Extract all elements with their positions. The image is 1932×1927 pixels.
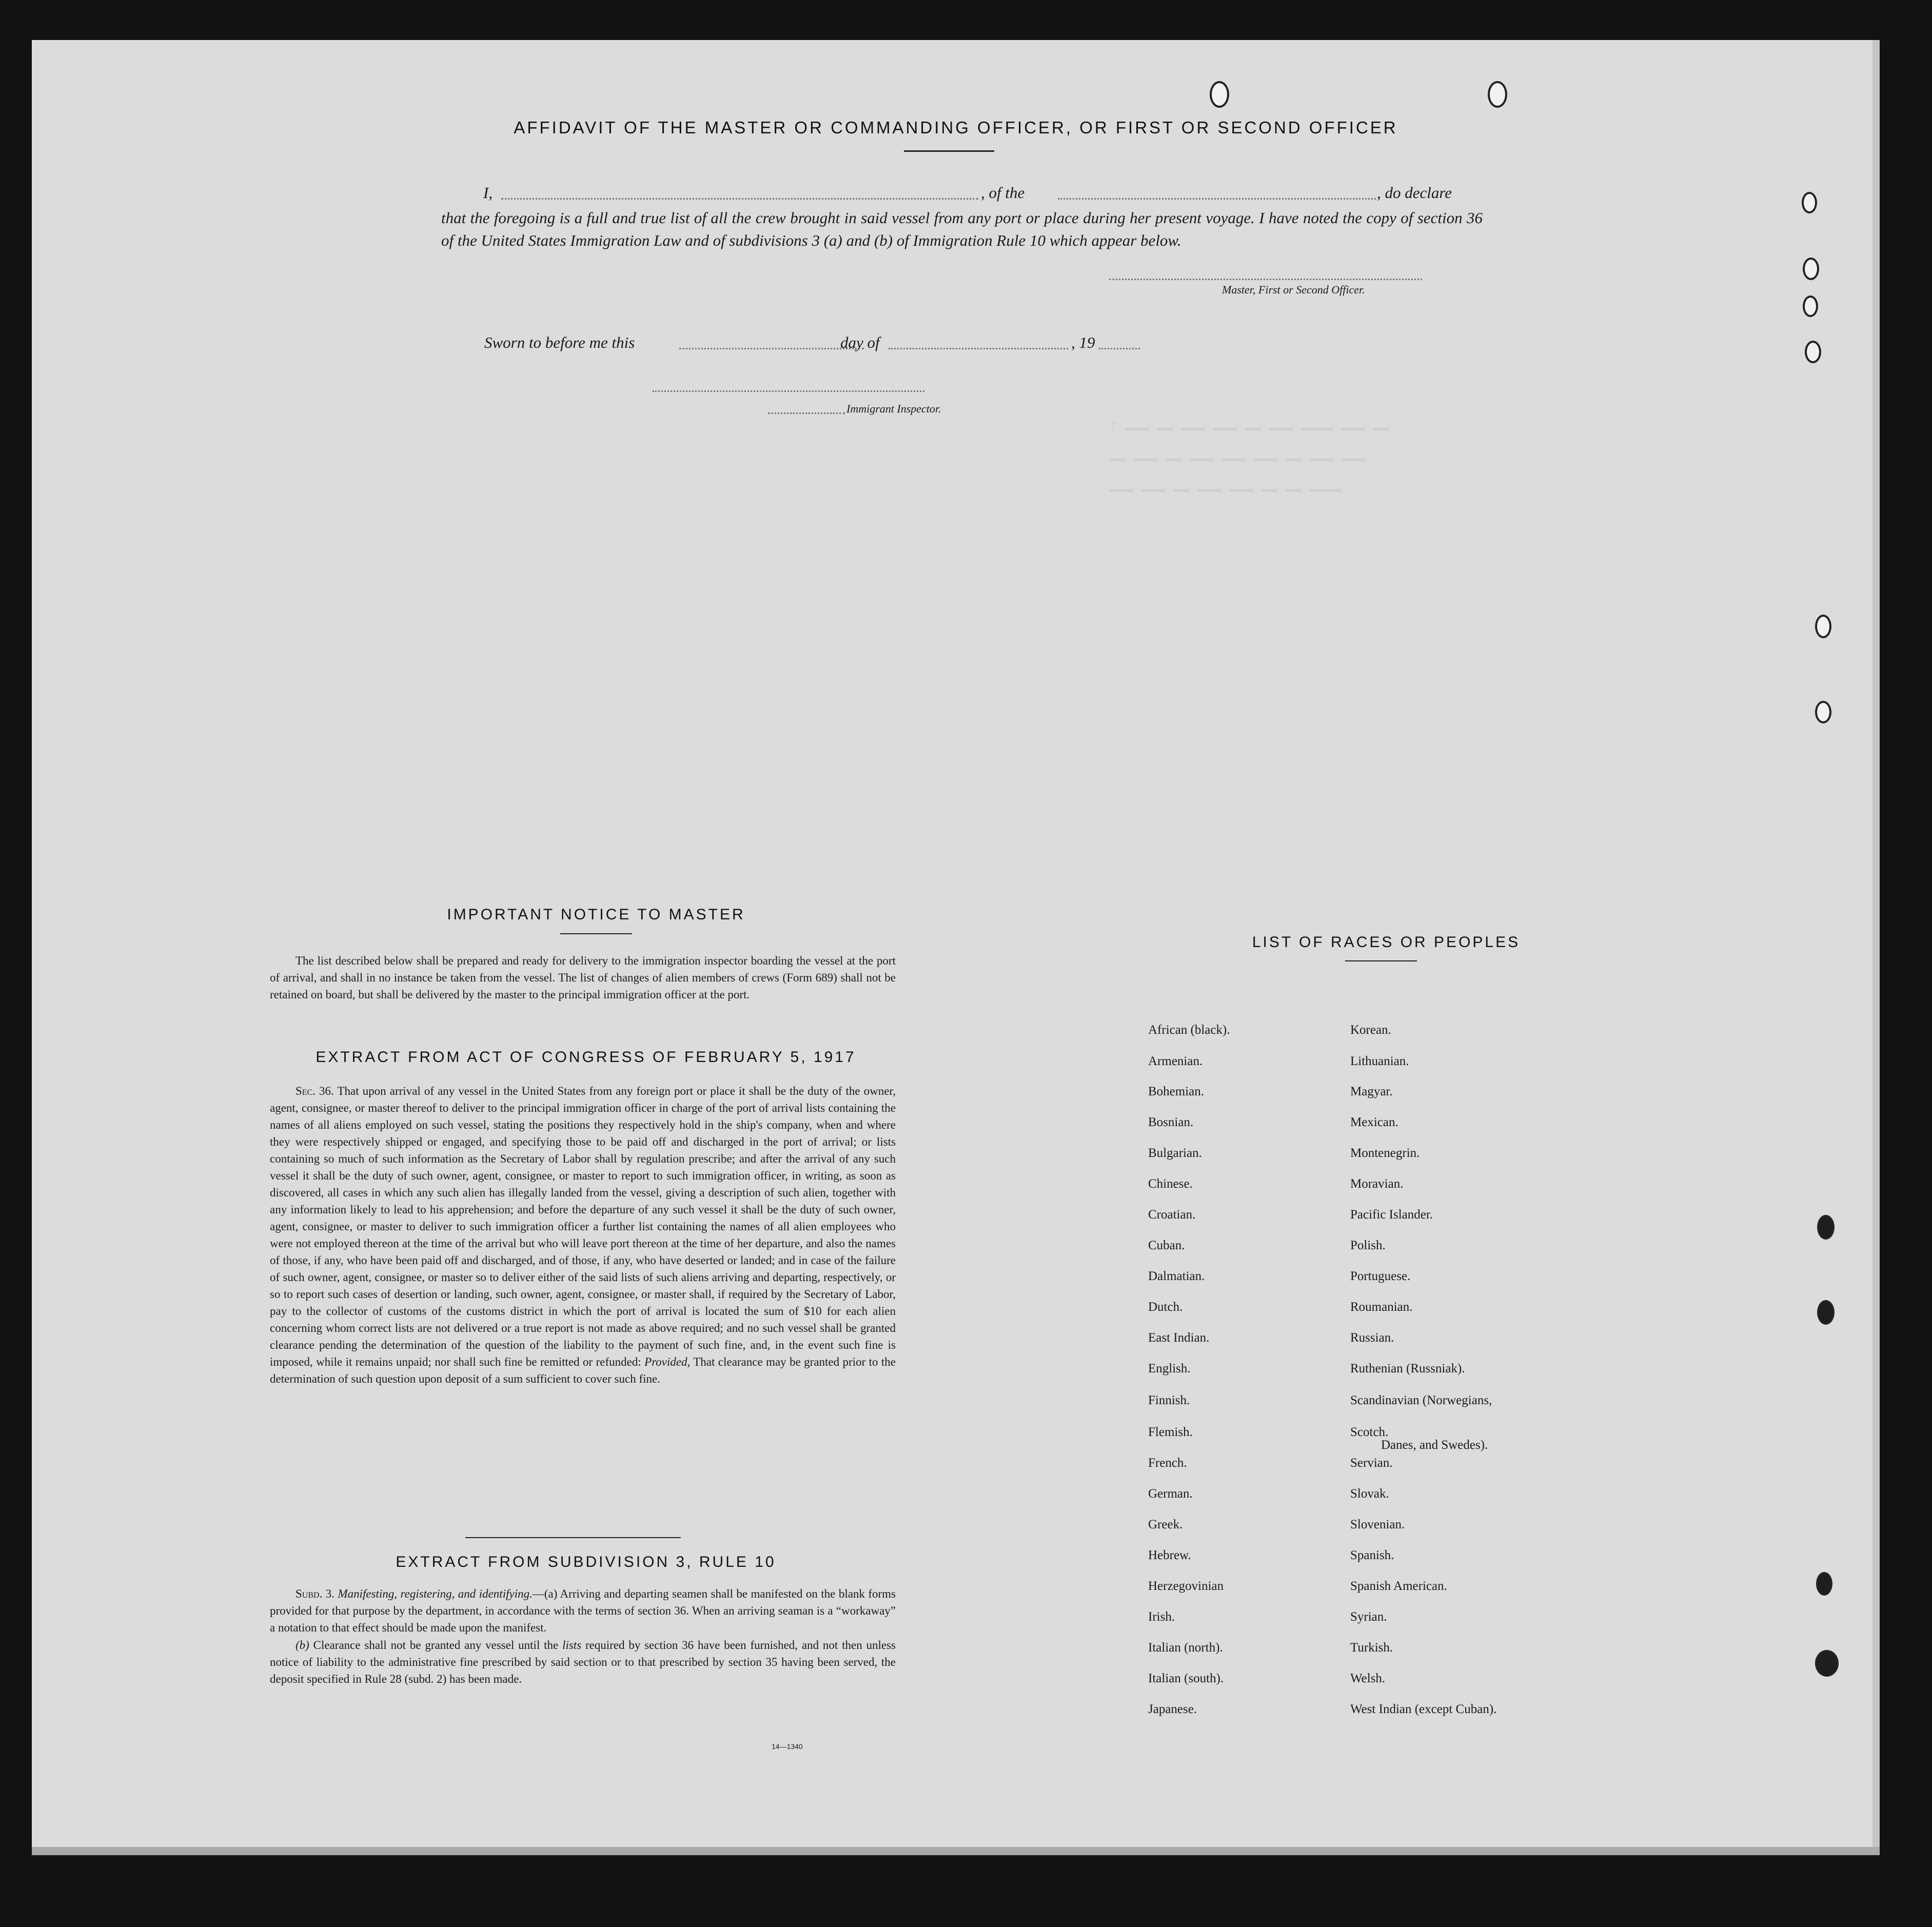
bleed-through: 7 ▬▬▬ ▬▬ ▬▬▬ ▬▬▬ ▬▬ ▬▬▬ ▬▬▬▬ ▬▬▬ ▬▬ [1109, 420, 1390, 435]
subd-a-label: —(a) [532, 1587, 558, 1600]
punch-hole [1815, 615, 1831, 638]
race-item: English. [1148, 1362, 1191, 1375]
affidavit-of-the: , of the [981, 184, 1025, 202]
section-label: Sec. 36. [295, 1085, 334, 1097]
race-item: Herzegovinian [1148, 1579, 1224, 1593]
punch-hole [1817, 1215, 1835, 1240]
race-item: Danes, and Swedes). [1381, 1438, 1488, 1452]
punch-hole [1815, 701, 1831, 723]
race-item: Chinese. [1148, 1177, 1193, 1191]
affidavit-declaration: that the foregoing is a full and true list of all the crew brought in said vessel from any port or place during her present voyage. I have noted the copy of section 36 of the United States Immigration Law and of subdivisions 3 (a) and (b) of Immigration Rule 10 which appear below. [441, 209, 1483, 249]
notice-text [270, 952, 896, 1003]
act-text: That upon arrival of any vessel in the United States from any foreign port or place it shall be the duty of the owner, agent, consignee, or master thereof to deliver to the principal immigration officer in charge of the port of arrival lists containing the names of all aliens employed on such vessel, stating the positions they respectively hold in the ship's company, when and where they were respectively shipped or engaged, and specifying those to be paid off and discharged in the port of arrival; or lists containing so much of such information as the Secretary of Labor shall by regulation prescribe; and after the arrival of any such vessel it shall be the duty of such owner, agent, consignee, or master to report to such immigration officer, in writing, as soon as discovered, all cases in which any such alien has illegally landed from the vessel, giving a description of such alien, together with any information likely to lead to his apprehension; and before the departure of any such vessel it shall be the duty of such owner, agent, consignee, or master to deliver to such immigration officer a further list containing the names of all alien employees who were not employed thereon at the time of the arrival but who will leave port thereon at the time of her departure, and also the names of those, if any, who have been paid off and discharged, and of those, if any, who have deserted or landed; and in case of the failure of such owner, agent, consignee, or master so to deliver either of the said lists of such aliens arriving and departing, respectively, or so to report such cases of desertion or landing, such owner, agent, consignee, or master shall, if required by the Secretary of Labor, pay to the collector of customs of the customs district in which the port of arrival is located the sum of $10 for each alien concerning whom correct lists are not delivered or a true report is not made as above required; and no such vessel shall be granted clearance pending the determination of the question of the liability to the payment of such fine, and, in the event such fine is imposed, while it remains unpaid; nor shall such fine be remitted or refunded: [270, 1085, 896, 1368]
page-edge [1872, 40, 1880, 1855]
document-page [32, 40, 1880, 1855]
race-item: Slovak. [1350, 1487, 1389, 1501]
race-item: Montenegrin. [1350, 1146, 1420, 1160]
act-extract-text [270, 1083, 896, 1387]
race-item: Dutch. [1148, 1300, 1183, 1314]
race-item: Irish. [1148, 1610, 1175, 1624]
sworn-day-of: day of [840, 333, 880, 351]
race-item: Moravian. [1350, 1177, 1404, 1191]
race-item: Bulgarian. [1148, 1146, 1202, 1160]
inspector-label: Immigrant Inspector. [846, 402, 941, 415]
punch-hole [1488, 81, 1507, 108]
punch-hole [1805, 341, 1821, 363]
proviso-text: That clearance may be granted prior to the determination of such question upon deposit of a sum sufficient to cover such fine. [270, 1355, 896, 1385]
race-item: Turkish. [1350, 1641, 1393, 1655]
race-item: Lithuanian. [1350, 1054, 1409, 1068]
name-field[interactable] [501, 198, 978, 200]
signature-label: Master, First or Second Officer. [1222, 283, 1365, 296]
race-item: Mexican. [1350, 1115, 1398, 1129]
race-item: Spanish. [1350, 1548, 1394, 1562]
sworn-day-field[interactable] [679, 348, 864, 349]
race-item: Hebrew. [1148, 1548, 1191, 1562]
notice-title: IMPORTANT NOTICE TO MASTER [447, 906, 745, 923]
rule-extract-title: EXTRACT FROM SUBDIVISION 3, RULE 10 [396, 1554, 776, 1570]
affidavit-declare: , do declare [1377, 184, 1452, 202]
race-item: Finnish. [1148, 1393, 1190, 1407]
race-item: Armenian. [1148, 1054, 1203, 1068]
punch-hole [1210, 81, 1229, 108]
punch-hole [1802, 192, 1817, 213]
race-item: Croatian. [1148, 1208, 1196, 1222]
race-item: African (black). [1148, 1023, 1230, 1037]
race-item: Ruthenian (Russniak). [1350, 1362, 1465, 1375]
race-item: Welsh. [1350, 1672, 1386, 1685]
affidavit-i: I, [483, 184, 493, 202]
race-item: East Indian. [1148, 1331, 1210, 1345]
subd-b-label: (b) [295, 1639, 309, 1651]
subd-a-text: Arriving and departing seamen shall be manifested on the blank forms provided for that purpose by the department, in accordance with the terms of section 36. When an arriving seaman is a “workaway” a notation to that effect should be made upon the manifest. [270, 1587, 896, 1634]
race-item: Scandinavian (Norwegians, [1350, 1393, 1492, 1407]
proviso-label: Provided, [644, 1355, 691, 1368]
race-item: Cuban. [1148, 1238, 1185, 1252]
race-item: Bosnian. [1148, 1115, 1194, 1129]
notice-rule [560, 933, 632, 934]
subd-b-lists: lists [562, 1639, 582, 1651]
race-item: Magyar. [1350, 1085, 1393, 1098]
bleed-through: ▬▬▬ ▬▬▬ ▬▬ ▬▬▬ ▬▬▬ ▬▬ ▬▬ ▬▬▬▬ [1109, 481, 1342, 497]
punch-hole [1815, 1650, 1839, 1677]
race-item: Dalmatian. [1148, 1269, 1205, 1283]
race-item: Spanish American. [1350, 1579, 1447, 1593]
race-item: Korean. [1350, 1023, 1391, 1037]
sworn-year: , 19 [1071, 333, 1095, 351]
vessel-field[interactable] [1058, 198, 1376, 200]
race-item: French. [1148, 1456, 1187, 1470]
rule-subd-a [270, 1585, 896, 1636]
sworn-month-field[interactable] [889, 348, 1068, 349]
punch-hole [1817, 1300, 1835, 1325]
race-item: Syrian. [1350, 1610, 1387, 1624]
race-item: Russian. [1350, 1331, 1394, 1345]
punch-hole [1803, 296, 1818, 317]
signature-field[interactable] [1109, 279, 1422, 280]
race-item: Flemish. [1148, 1425, 1193, 1439]
sworn-year-field[interactable] [1099, 348, 1140, 349]
inspector-lead-dots [768, 412, 845, 414]
race-item: Polish. [1350, 1238, 1386, 1252]
subd-b-text-2: required by section 36 have been furnished, and not then unless notice of liability to the administrative fine prescribed by said section or to that prescribed by section 35 having been served, the deposit specified in Rule 28 (subd. 2) has been made. [270, 1639, 896, 1685]
race-item: Greek. [1148, 1518, 1183, 1531]
rule-subd-b [270, 1637, 896, 1687]
race-item: Scotch. [1350, 1425, 1389, 1439]
race-item: Roumanian. [1350, 1300, 1413, 1314]
punch-hole [1816, 1572, 1832, 1596]
subd-b-text-1: Clearance shall not be granted any vessel until the [313, 1639, 559, 1651]
act-extract-title: EXTRACT FROM ACT OF CONGRESS OF FEBRUARY 5, 1917 [316, 1049, 856, 1066]
race-item: Servian. [1350, 1456, 1393, 1470]
notice-text-body: The list described below shall be prepared and ready for delivery to the immigration inspector boarding the vessel at the port of arrival, and shall in no instance be taken from the vessel. The list of changes of alien members of crews (Form 689) shall not be retained on board, but shall be delivered by the master to the principal immigration officer at the port. [270, 954, 896, 1001]
affidavit-title: AFFIDAVIT OF THE MASTER OR COMMANDING OFFICER, OR FIRST OR SECOND OFFICER [514, 118, 1398, 137]
sworn-label: Sworn to before me this [484, 333, 635, 351]
races-rule [1345, 960, 1417, 961]
page-edge [32, 1847, 1880, 1855]
title-rule [904, 150, 994, 152]
act-rule [465, 1537, 681, 1538]
race-item: Japanese. [1148, 1702, 1197, 1716]
race-item: Pacific Islander. [1350, 1208, 1433, 1222]
form-number: 14—1340 [772, 1742, 803, 1751]
race-item: Slovenian. [1350, 1518, 1405, 1531]
races-title: LIST OF RACES OR PEOPLES [1252, 934, 1521, 951]
race-item: Italian (south). [1148, 1672, 1224, 1685]
race-item: Portuguese. [1350, 1269, 1411, 1283]
subd-label: Subd. 3. [295, 1587, 335, 1600]
race-item: West Indian (except Cuban). [1350, 1702, 1497, 1716]
bleed-through: ▬▬ ▬▬▬ ▬▬ ▬▬▬ ▬▬▬ ▬▬▬ ▬▬ ▬▬▬ ▬▬▬ [1109, 450, 1366, 466]
inspector-signature-field[interactable] [653, 390, 924, 392]
race-item: Italian (north). [1148, 1641, 1223, 1655]
race-item: Bohemian. [1148, 1085, 1205, 1098]
subd-heading: Manifesting, registering, and identifying. [338, 1587, 533, 1600]
punch-hole [1803, 258, 1819, 280]
race-item: German. [1148, 1487, 1193, 1501]
